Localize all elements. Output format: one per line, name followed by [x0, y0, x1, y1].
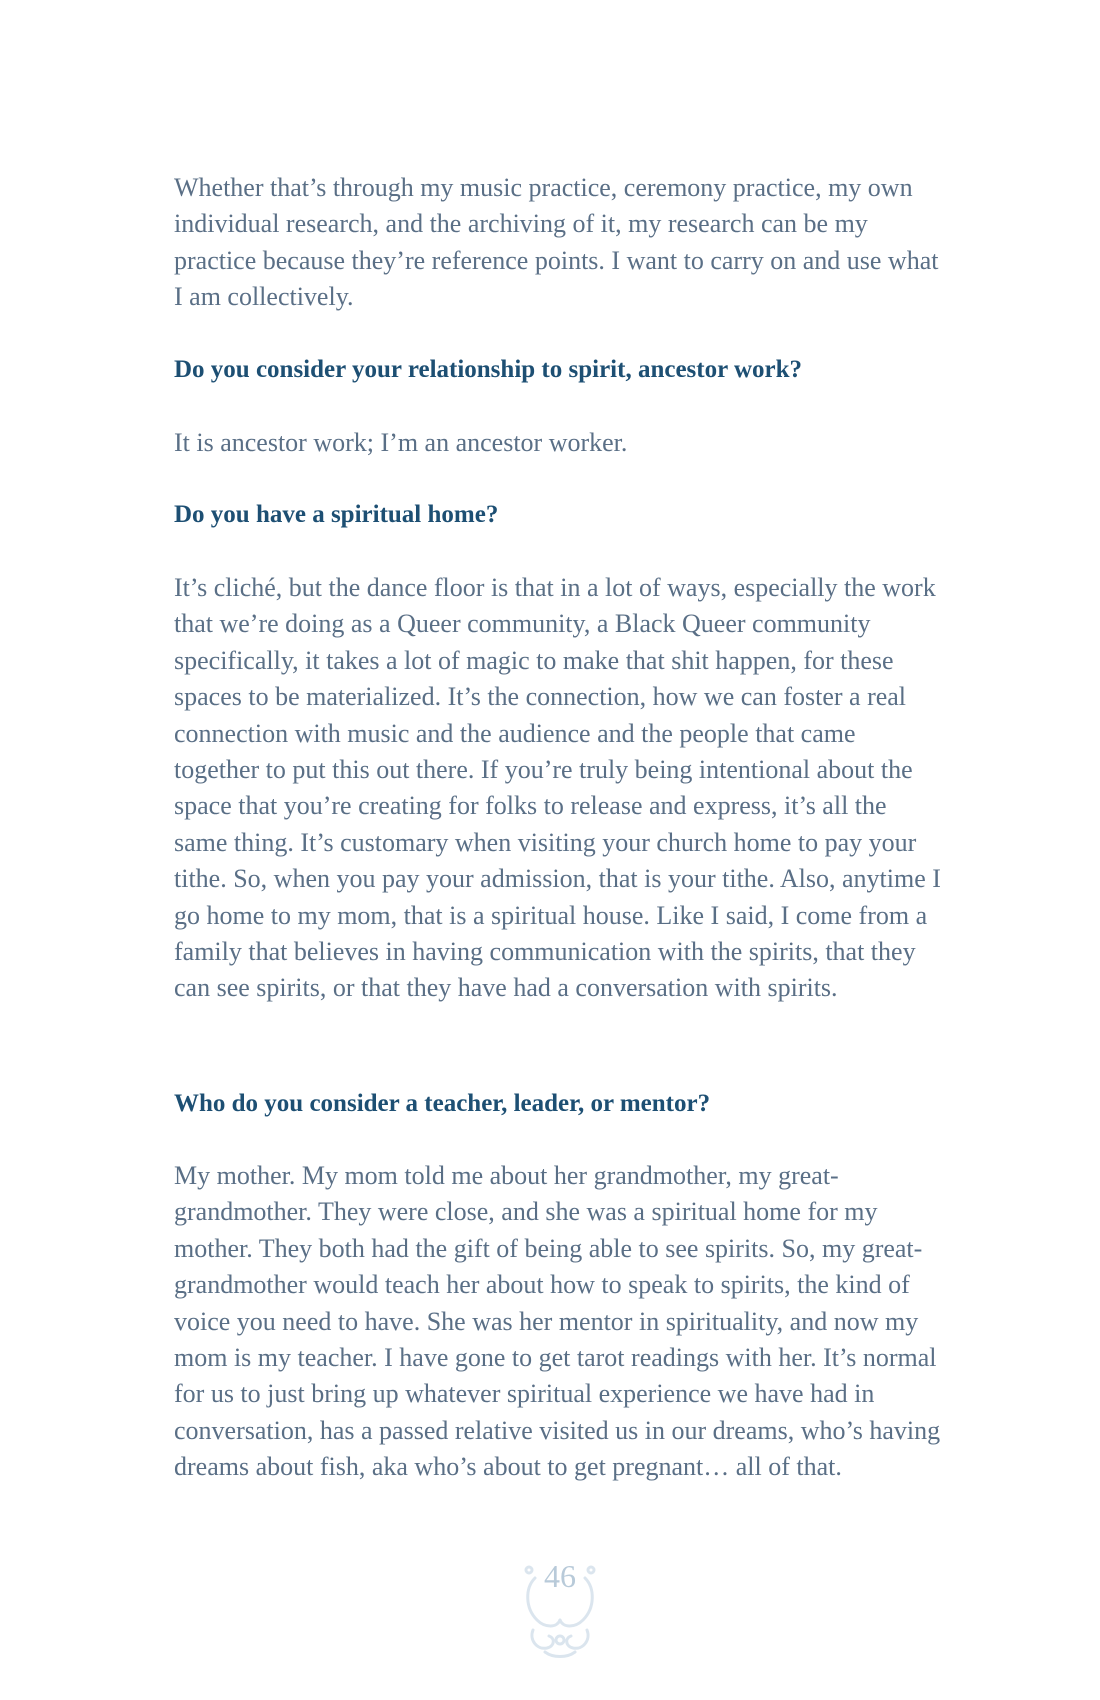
page-number: 46	[544, 1558, 576, 1594]
question-heading-ancestor-work: Do you consider your relationship to spirit, ancestor work?	[174, 356, 803, 383]
page-number-ornament	[515, 1548, 605, 1663]
question-heading-mentor: Who do you consider a teacher, leader, or mentor?	[174, 1090, 711, 1117]
question-heading-spiritual-home: Do you have a spiritual home?	[174, 501, 499, 528]
answer-paragraph-mentor: My mother. My mom told me about her grandmother, my great-grandmother. They were close, and she was a spiritual home for my mother. They both had the gift of being able to see spirits. So, my great-grandmother would teach her about how to speak to spirits, the kind of voice you need to have. She was her mentor in spirituality, and now my mom is my teacher. I have gone to get tarot readings with her. It’s normal for us to just bring up whatever spiritual experience we have had in conversation, has a passed relative visited us in our dreams, who’s having dreams about fish, aka who’s about to get pregnant… all of that.	[174, 1161, 941, 1482]
intro-paragraph: Whether that’s through my music practice, ceremony practice, my own individual research, and the archiving of it, my research can be my practice because they’re reference points. I want to carry on and use what I am collectively.	[174, 173, 939, 312]
answer-paragraph-ancestor-work: It is ancestor work; I’m an ancestor worker.	[174, 428, 628, 457]
answer-paragraph-spiritual-home: It’s cliché, but the dance floor is that in a lot of ways, especially the work that we’re doing as a Queer community, a Black Queer community specifically, it takes a lot of magic to make that shit happen, for these spaces to be materialized. It’s the connection, how we can foster a real connection with music and the audience and the people that came together to put this out there. If you’re truly being intentional about the space that you’re creating for folks to release and express, it’s all the same thing. It’s customary when visiting your church home to pay your tithe. So, when you pay your admission, that is your tithe. Also, anytime I go home to my mom, that is a spiritual house. Like I said, I come from a family that believes in having communication with the spirits, that they can see spirits, or that they have had a conversation with spirits.	[174, 573, 941, 1003]
